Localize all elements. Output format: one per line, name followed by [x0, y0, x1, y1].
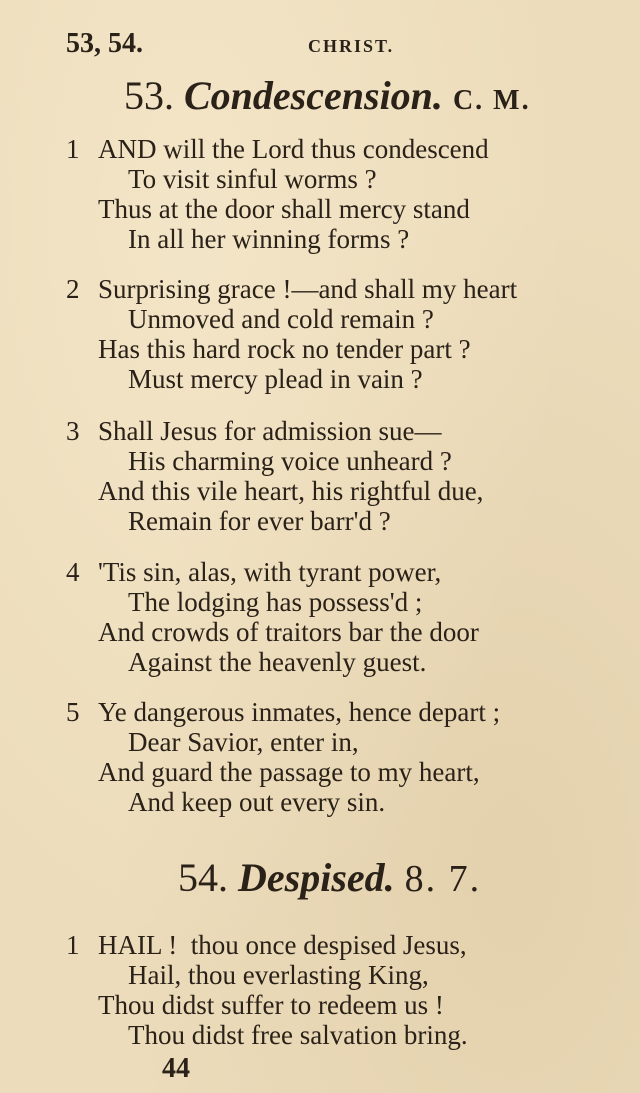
- verse-number: 1: [66, 134, 80, 164]
- verse-number: 5: [66, 697, 80, 727]
- hymn-53-title: [124, 72, 531, 119]
- hymn-53-stanza-4: [66, 557, 626, 677]
- hymn-53-stanza-5: [66, 697, 626, 817]
- hymn-meter: 8. 7.: [404, 858, 482, 900]
- hymn-53-stanza-1: [66, 134, 626, 254]
- verse-number: 3: [66, 416, 80, 446]
- line-text: And keep out every sin.: [128, 787, 386, 817]
- hymn-name: Condescension.: [184, 73, 443, 118]
- stanza-line: [66, 727, 626, 757]
- line-text: Thou didst free salvation bring.: [128, 1020, 468, 1050]
- line-text: Hail, thou everlasting King,: [128, 960, 429, 990]
- stanza-line: [66, 304, 626, 334]
- stanza-line: [66, 697, 626, 727]
- hymn-53-stanza-2: [66, 274, 626, 394]
- line-text: HAIL ! thou once despised Jesus,: [98, 930, 467, 960]
- line-text: Against the heavenly guest.: [128, 647, 427, 677]
- stanza-line: [66, 416, 626, 446]
- stanza-line: [66, 787, 626, 817]
- stanza-line: [66, 274, 626, 304]
- line-text: Remain for ever barr'd ?: [128, 506, 391, 536]
- stanza-line: [66, 587, 626, 617]
- stanza-line: [66, 506, 626, 536]
- line-text: Dear Savior, enter in,: [128, 727, 359, 757]
- line-text: Unmoved and cold remain ?: [128, 304, 434, 334]
- stanza-line: [66, 647, 626, 677]
- line-text: His charming voice unheard ?: [128, 446, 452, 476]
- stanza-line: [66, 334, 626, 364]
- line-text: And crowds of traitors bar the door: [98, 617, 479, 647]
- line-text: To visit sinful worms ?: [128, 164, 377, 194]
- stanza-line: [66, 476, 626, 506]
- hymn-53-stanza-3: [66, 416, 626, 536]
- stanza-line: [66, 930, 626, 960]
- stanza-line: [66, 960, 626, 990]
- verse-number: 2: [66, 274, 80, 304]
- line-text: The lodging has possess'd ;: [128, 587, 423, 617]
- line-text: Must mercy plead in vain ?: [128, 364, 423, 394]
- stanza-line: [66, 557, 626, 587]
- hymn-54-stanza-1: [66, 930, 626, 1050]
- hymn-name: Despised.: [238, 855, 395, 900]
- stanza-line: [66, 990, 626, 1020]
- stanza-line: [66, 364, 626, 394]
- line-text: Thou didst suffer to redeem us !: [98, 990, 444, 1020]
- hymn-meter: C. M.: [452, 85, 531, 116]
- line-text: And this vile heart, his rightful due,: [98, 476, 484, 506]
- hymn-54-title: [178, 854, 481, 901]
- section-name: CHRIST.: [308, 36, 395, 56]
- hymn-number: 53.: [124, 73, 174, 118]
- line-text: AND will the Lord thus condescend: [98, 134, 489, 164]
- stanza-line: [66, 134, 626, 164]
- running-head: [66, 28, 640, 64]
- hymn-number: 54.: [178, 855, 228, 900]
- stanza-line: [66, 446, 626, 476]
- stanza-line: [66, 224, 626, 254]
- verse-number: 1: [66, 930, 80, 960]
- verse-number: 4: [66, 557, 80, 587]
- line-text: And guard the passage to my heart,: [98, 757, 480, 787]
- page-number: 44: [162, 1053, 190, 1084]
- hymn-range: 53, 54.: [66, 28, 143, 59]
- stanza-line: [66, 757, 626, 787]
- line-text: Shall Jesus for admission sue—: [98, 416, 442, 446]
- stanza-line: [66, 164, 626, 194]
- line-text: Thus at the door shall mercy stand: [98, 194, 470, 224]
- stanza-line: [66, 1020, 626, 1050]
- stanza-line: [66, 194, 626, 224]
- line-text: 'Tis sin, alas, with tyrant power,: [98, 557, 442, 587]
- line-text: Surprising grace !—and shall my heart: [98, 274, 518, 304]
- line-text: Ye dangerous inmates, hence depart ;: [98, 697, 501, 727]
- stanza-line: [66, 617, 626, 647]
- line-text: In all her winning forms ?: [128, 224, 410, 254]
- line-text: Has this hard rock no tender part ?: [98, 334, 471, 364]
